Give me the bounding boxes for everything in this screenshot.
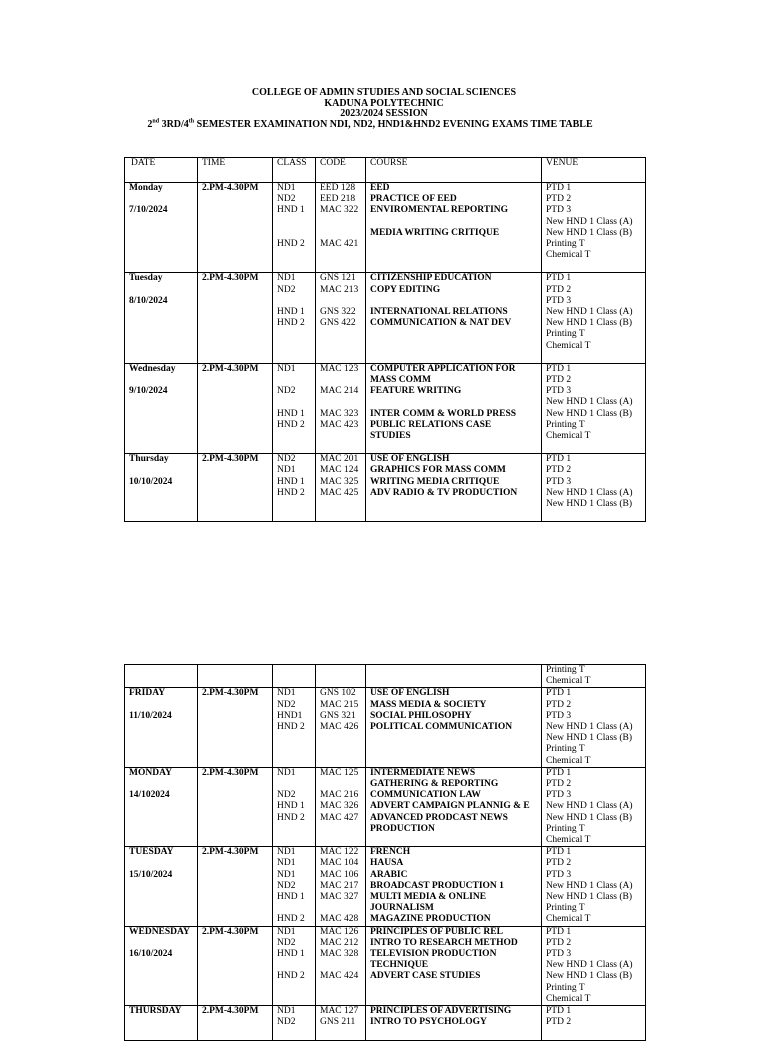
venue-cell <box>542 363 646 453</box>
venue-item: New HND 1 Class (B) <box>546 408 633 419</box>
venue-item: PTD 2 <box>546 937 572 948</box>
venue-item: PTD 2 <box>546 699 572 710</box>
venue-cell <box>542 926 646 1005</box>
class-item: HND 1 <box>277 892 305 903</box>
document-header <box>0 88 768 130</box>
venue-item: Chemical T <box>546 676 591 687</box>
exam-day-row <box>125 1006 646 1041</box>
course-code: MAC 424 <box>320 971 359 982</box>
course-title <box>370 397 537 408</box>
exam-time: 2.PM-4.30PM <box>202 363 259 374</box>
venue-item: Chemical T <box>546 835 591 846</box>
venue-item: Chemical T <box>546 914 591 925</box>
course-title: EED <box>370 183 390 193</box>
course-title: JOURNALISM <box>370 903 434 914</box>
exam-date: 11/10/2024 <box>129 710 172 721</box>
date-cell <box>125 454 198 522</box>
course-title: PUBLIC RELATIONS CASE <box>370 419 492 430</box>
venue-item: PTD 2 <box>546 779 572 790</box>
venue-cell <box>542 847 646 926</box>
class-item <box>277 296 311 307</box>
venue-item: PTD 2 <box>546 194 572 205</box>
date-cell <box>125 363 198 453</box>
venue-item: Chemical T <box>546 340 591 351</box>
time-cell <box>198 688 273 767</box>
course-code: MAC 213 <box>320 284 359 295</box>
exam-day-row <box>125 847 646 926</box>
course-title: ADVANCED PRODCAST NEWS <box>370 812 508 823</box>
venue-item: New HND 1 Class (B) <box>546 318 633 329</box>
time-cell <box>198 454 273 522</box>
class-item: HND 1 <box>277 307 305 318</box>
venue-item: PTD 3 <box>546 386 572 397</box>
class-item <box>277 779 311 790</box>
exam-time: 2.PM-4.30PM <box>202 847 259 858</box>
exam-day: THURSDAY <box>129 1006 182 1017</box>
venue-cell <box>542 273 646 363</box>
exam-title: 2nd 3RD/4th SEMESTER EXAMINATION NDI, ND2, HND1&HND2 EVENING EXAMS TIME TABLE <box>147 118 593 130</box>
code-cell <box>316 688 366 767</box>
course-code: MAC 122 <box>320 847 359 858</box>
exam-day: WEDNESDAY <box>129 926 190 937</box>
class-item: ND1 <box>277 847 296 858</box>
exam-date: 16/10/2024 <box>129 949 173 960</box>
course-title: USE OF ENGLISH <box>370 454 450 465</box>
course-cell <box>366 688 542 767</box>
class-item: ND1 <box>277 926 296 937</box>
exam-date: 14/102024 <box>129 790 170 801</box>
course-code: MAC 325 <box>320 476 359 487</box>
course-code: EED 218 <box>320 194 356 205</box>
class-item: HND 2 <box>277 318 305 329</box>
class-cell <box>273 1006 316 1041</box>
course-code: MAC 125 <box>320 767 359 778</box>
time-cell <box>198 363 273 453</box>
col-header-date: DATE <box>125 158 198 183</box>
time-cell <box>198 1006 273 1041</box>
exam-day: Thursday <box>129 454 169 465</box>
class-item: ND2 <box>277 1017 296 1028</box>
class-item <box>277 397 311 408</box>
class-item: ND2 <box>277 790 296 801</box>
venue-item: Chemical T <box>546 250 591 261</box>
code-cell <box>316 926 366 1005</box>
exam-date: 15/10/2024 <box>129 869 173 880</box>
class-item: ND2 <box>277 937 296 948</box>
venue-item: PTD 2 <box>546 858 572 869</box>
exam-day-row <box>125 454 646 522</box>
venue-cell <box>542 665 646 688</box>
exam-time: 2.PM-4.30PM <box>202 767 259 778</box>
exam-day: MONDAY <box>129 767 172 778</box>
class-cell <box>273 926 316 1005</box>
exam-time: 2.PM-4.30PM <box>202 688 259 699</box>
exam-day: Monday <box>129 183 163 193</box>
course-title: INTRO TO PSYCHOLOGY <box>370 1017 487 1028</box>
venue-item: PTD 3 <box>546 476 572 487</box>
course-code: GNS 102 <box>320 688 356 699</box>
exam-day: TUESDAY <box>129 847 174 858</box>
venue-item: New HND 1 Class (A) <box>546 960 633 971</box>
venue-item: PTD 1 <box>546 454 572 465</box>
class-item: HND 1 <box>277 408 305 419</box>
class-item: HND 1 <box>277 949 305 960</box>
course-title: FEATURE WRITING <box>370 386 462 397</box>
venue-item: New HND 1 Class (A) <box>546 216 633 227</box>
venue-item: New HND 1 Class (B) <box>546 812 633 823</box>
venue-item: PTD 1 <box>546 847 572 858</box>
exam-day: Wednesday <box>129 363 176 374</box>
course-cell <box>366 1006 542 1041</box>
course-code <box>320 217 361 228</box>
course-title: TECHNIQUE <box>370 960 429 971</box>
course-code: MAC 327 <box>320 892 359 903</box>
timetable-page-1 <box>124 157 646 522</box>
venue-item: PTD 2 <box>546 465 572 476</box>
class-item: ND2 <box>277 880 296 891</box>
venue-item: Printing T <box>546 982 585 993</box>
session: 2023/2024 SESSION <box>340 108 428 119</box>
venue-item: Printing T <box>546 239 585 250</box>
course-code: MAC 323 <box>320 408 359 419</box>
exam-day-row <box>125 273 646 363</box>
class-item: ND2 <box>277 699 296 710</box>
course-title: USE OF ENGLISH <box>370 688 450 699</box>
class-cell <box>273 767 316 846</box>
course-code <box>320 397 361 408</box>
course-code: MAC 127 <box>320 1006 359 1017</box>
class-item <box>277 375 311 386</box>
course-title: WRITING MEDIA CRITIQUE <box>370 476 500 487</box>
table-header-row <box>125 158 646 183</box>
course-title: MULTI MEDIA & ONLINE <box>370 892 487 903</box>
class-item: ND1 <box>277 465 296 476</box>
venue-cell <box>542 454 646 522</box>
venue-item: Printing T <box>546 665 585 675</box>
class-item: HND1 <box>277 710 303 721</box>
college-name: COLLEGE OF ADMIN STUDIES AND SOCIAL SCIENCES <box>251 87 517 98</box>
date-cell <box>125 767 198 846</box>
course-code: GNS 321 <box>320 710 356 721</box>
class-item: ND2 <box>277 194 296 205</box>
course-title: INTER COMM & WORLD PRESS <box>370 408 517 419</box>
venue-item: PTD 3 <box>546 710 572 721</box>
course-code: EED 128 <box>320 183 356 193</box>
class-item: HND 1 <box>277 205 305 216</box>
code-cell <box>316 847 366 926</box>
course-code: MAC 322 <box>320 205 359 216</box>
course-title: COMPUTER APPLICATION FOR <box>370 363 516 374</box>
venue-cell <box>542 767 646 846</box>
exam-day-row <box>125 183 646 273</box>
venue-cell <box>542 183 646 273</box>
venue-item: New HND 1 Class (B) <box>546 227 633 238</box>
venue-cell <box>542 1006 646 1041</box>
course-code: MAC 423 <box>320 419 359 430</box>
code-cell <box>316 183 366 273</box>
venue-item: PTD 3 <box>546 869 572 880</box>
course-code: MAC 328 <box>320 949 359 960</box>
course-code: MAC 215 <box>320 699 359 710</box>
course-code <box>320 903 361 914</box>
course-code: MAC 421 <box>320 238 359 249</box>
venue-item: PTD 3 <box>546 949 572 960</box>
course-title: TELEVISION PRODUCTION <box>370 949 497 960</box>
class-item: HND 2 <box>277 238 305 249</box>
class-item: ND1 <box>277 767 296 778</box>
venue-item: PTD 1 <box>546 1006 572 1017</box>
course-code: MAC 106 <box>320 869 359 880</box>
course-code: MAC 104 <box>320 858 359 869</box>
class-item: HND 2 <box>277 419 305 430</box>
course-code: MAC 123 <box>320 363 359 374</box>
class-item: HND 1 <box>277 801 305 812</box>
code-cell <box>316 454 366 522</box>
class-item: ND1 <box>277 688 296 699</box>
class-item <box>277 960 311 971</box>
timetable-page-2 <box>124 664 646 1041</box>
class-item: HND 2 <box>277 971 305 982</box>
venue-item: PTD 2 <box>546 284 572 295</box>
exam-date: 8/10/2024 <box>129 295 168 306</box>
exam-day-row <box>125 767 646 846</box>
exam-time: 2.PM-4.30PM <box>202 454 259 465</box>
class-item <box>277 228 311 239</box>
class-cell <box>273 688 316 767</box>
course-code: MAC 326 <box>320 801 359 812</box>
course-title: COMMUNICATION & NAT DEV <box>370 318 512 329</box>
col-header-class: CLASS <box>273 158 316 183</box>
exam-day-row <box>125 363 646 453</box>
course-cell <box>366 454 542 522</box>
course-code: MAC 426 <box>320 722 359 733</box>
venue-item: New HND 1 Class (B) <box>546 892 633 903</box>
course-code: MAC 201 <box>320 454 359 465</box>
class-item: ND1 <box>277 1006 296 1017</box>
exam-date: 9/10/2024 <box>129 386 168 397</box>
course-code <box>320 228 361 239</box>
course-code <box>320 296 361 307</box>
class-item: HND 2 <box>277 487 305 498</box>
course-title <box>370 296 537 307</box>
class-item: HND 2 <box>277 914 305 925</box>
venue-item: PTD 1 <box>546 183 572 193</box>
class-cell <box>273 454 316 522</box>
date-cell <box>125 183 198 273</box>
time-cell <box>198 273 273 363</box>
venue-cell <box>542 688 646 767</box>
venue-item: New HND 1 Class (B) <box>546 733 633 744</box>
course-cell <box>366 363 542 453</box>
course-title: ADVERT CAMPAIGN PLANNIG & E <box>370 801 530 812</box>
course-code: MAC 427 <box>320 812 359 823</box>
course-title: PRINCIPLES OF ADVERTISING <box>370 1006 512 1017</box>
course-title: GATHERING & REPORTING <box>370 779 499 790</box>
venue-item: New HND 1 Class (A) <box>546 487 633 498</box>
class-cell <box>273 273 316 363</box>
venue-item: New HND 1 Class (A) <box>546 722 633 733</box>
course-code: MAC 428 <box>320 914 359 925</box>
course-code <box>320 960 361 971</box>
course-title: COPY EDITING <box>370 284 441 295</box>
exam-day-row <box>125 926 646 1005</box>
course-cell <box>366 847 542 926</box>
class-item: ND1 <box>277 183 296 193</box>
course-title: HAUSA <box>370 858 404 869</box>
course-title: POLITICAL COMMUNICATION <box>370 722 513 733</box>
venue-item: PTD 3 <box>546 295 572 306</box>
col-header-course: COURSE <box>366 158 542 183</box>
venue-item: PTD 2 <box>546 375 572 386</box>
course-title: INTRO TO RESEARCH METHOD <box>370 937 518 948</box>
class-item: ND2 <box>277 284 296 295</box>
exam-time: 2.PM-4.30PM <box>202 926 259 937</box>
class-cell <box>273 183 316 273</box>
date-cell <box>125 273 198 363</box>
venue-item: Printing T <box>546 419 585 430</box>
course-code: MAC 124 <box>320 465 359 476</box>
time-cell <box>198 767 273 846</box>
date-cell <box>125 847 198 926</box>
course-code: GNS 322 <box>320 307 356 318</box>
venue-item: New HND 1 Class (B) <box>546 971 633 982</box>
date-cell <box>125 688 198 767</box>
course-title: BROADCAST PRODUCTION 1 <box>370 880 504 891</box>
date-cell <box>125 1006 198 1041</box>
venue-item: Printing T <box>546 744 585 755</box>
class-item: ND1 <box>277 869 296 880</box>
course-title: MAGAZINE PRODUCTION <box>370 914 491 925</box>
course-code <box>320 779 361 790</box>
course-title: INTERNATIONAL RELATIONS <box>370 307 508 318</box>
class-item <box>277 903 311 914</box>
exam-time: 2.PM-4.30PM <box>202 1006 259 1017</box>
code-cell <box>316 1006 366 1041</box>
continuation-row <box>125 665 646 688</box>
venue-item: Printing T <box>546 823 585 834</box>
course-title: CITIZENSHIP EDUCATION <box>370 273 492 284</box>
venue-item: New HND 1 Class (A) <box>546 880 633 891</box>
course-title: PRINCIPLES OF PUBLIC REL <box>370 926 503 937</box>
course-code: MAC 214 <box>320 386 359 397</box>
col-header-venue: VENUE <box>542 158 646 183</box>
exam-time: 2.PM-4.30PM <box>202 183 259 193</box>
course-title: STUDIES <box>370 431 411 442</box>
course-code: MAC 216 <box>320 790 359 801</box>
course-title: GRAPHICS FOR MASS COMM <box>370 465 506 476</box>
venue-item: PTD 1 <box>546 926 572 937</box>
course-title: ARABIC <box>370 869 408 880</box>
venue-item: Printing T <box>546 903 585 914</box>
course-title: MASS COMM <box>370 375 431 386</box>
venue-item: PTD 1 <box>546 273 572 284</box>
class-item: ND2 <box>277 454 296 465</box>
venue-item: New HND 1 Class (A) <box>546 307 633 318</box>
class-item <box>277 217 311 228</box>
venue-item: New HND 1 Class (A) <box>546 397 633 408</box>
course-title: SOCIAL PHILOSOPHY <box>370 710 472 721</box>
course-title: ADV RADIO & TV PRODUCTION <box>370 487 518 498</box>
course-title: FRENCH <box>370 847 411 858</box>
time-cell <box>198 926 273 1005</box>
class-item: ND1 <box>277 363 296 374</box>
class-item: ND1 <box>277 858 296 869</box>
class-cell <box>273 847 316 926</box>
exam-day: FRIDAY <box>129 688 166 699</box>
venue-item: PTD 1 <box>546 363 572 374</box>
course-code: MAC 126 <box>320 926 359 937</box>
venue-item: PTD 3 <box>546 790 572 801</box>
course-title <box>370 217 537 228</box>
venue-item: New HND 1 Class (B) <box>546 499 633 510</box>
venue-item: PTD 1 <box>546 688 572 699</box>
col-header-time: TIME <box>198 158 273 183</box>
exam-day-row <box>125 688 646 767</box>
course-cell <box>366 273 542 363</box>
course-code: GNS 121 <box>320 273 356 284</box>
exam-day: Tuesday <box>129 273 163 284</box>
course-title: MEDIA WRITING CRITIQUE <box>370 227 500 238</box>
code-cell <box>316 273 366 363</box>
venue-item: Printing T <box>546 329 585 340</box>
course-title: ENVIROMENTAL REPORTING <box>370 205 509 216</box>
exam-date <box>129 1028 193 1039</box>
course-code: MAC 217 <box>320 880 359 891</box>
course-cell <box>366 183 542 273</box>
class-item: HND 2 <box>277 722 305 733</box>
code-cell <box>316 767 366 846</box>
course-code: GNS 211 <box>320 1017 356 1028</box>
course-title: PRODUCTION <box>370 823 435 834</box>
course-code: MAC 212 <box>320 937 359 948</box>
date-cell <box>125 926 198 1005</box>
time-cell <box>198 847 273 926</box>
course-title: INTERMEDIATE NEWS <box>370 767 476 778</box>
class-item: ND1 <box>277 273 296 284</box>
venue-item: Chemical T <box>546 431 591 442</box>
class-cell <box>273 363 316 453</box>
venue-item: Chemical T <box>546 755 591 766</box>
exam-date: 10/10/2024 <box>129 476 173 487</box>
course-cell <box>366 767 542 846</box>
course-code: MAC 425 <box>320 487 359 498</box>
course-title: PRACTICE OF EED <box>370 194 457 205</box>
venue-item: PTD 2 <box>546 1017 572 1028</box>
col-header-code: CODE <box>316 158 366 183</box>
venue-item: PTD 3 <box>546 205 572 216</box>
course-title: MASS MEDIA & SOCIETY <box>370 699 487 710</box>
course-title: ADVERT CASE STUDIES <box>370 971 481 982</box>
venue-item: PTD 1 <box>546 767 572 778</box>
venue-item: Chemical T <box>546 993 591 1004</box>
course-cell <box>366 926 542 1005</box>
course-code <box>320 375 361 386</box>
course-title: COMMUNICATION LAW <box>370 790 481 801</box>
class-item: HND 2 <box>277 812 305 823</box>
course-code: GNS 422 <box>320 318 356 329</box>
institution-name: KADUNA POLYTECHNIC <box>324 97 444 109</box>
class-item: HND 1 <box>277 476 305 487</box>
time-cell <box>198 183 273 273</box>
exam-time: 2.PM-4.30PM <box>202 273 259 284</box>
code-cell <box>316 363 366 453</box>
exam-date: 7/10/2024 <box>129 205 168 216</box>
class-item: ND2 <box>277 386 296 397</box>
venue-item: New HND 1 Class (A) <box>546 801 633 812</box>
